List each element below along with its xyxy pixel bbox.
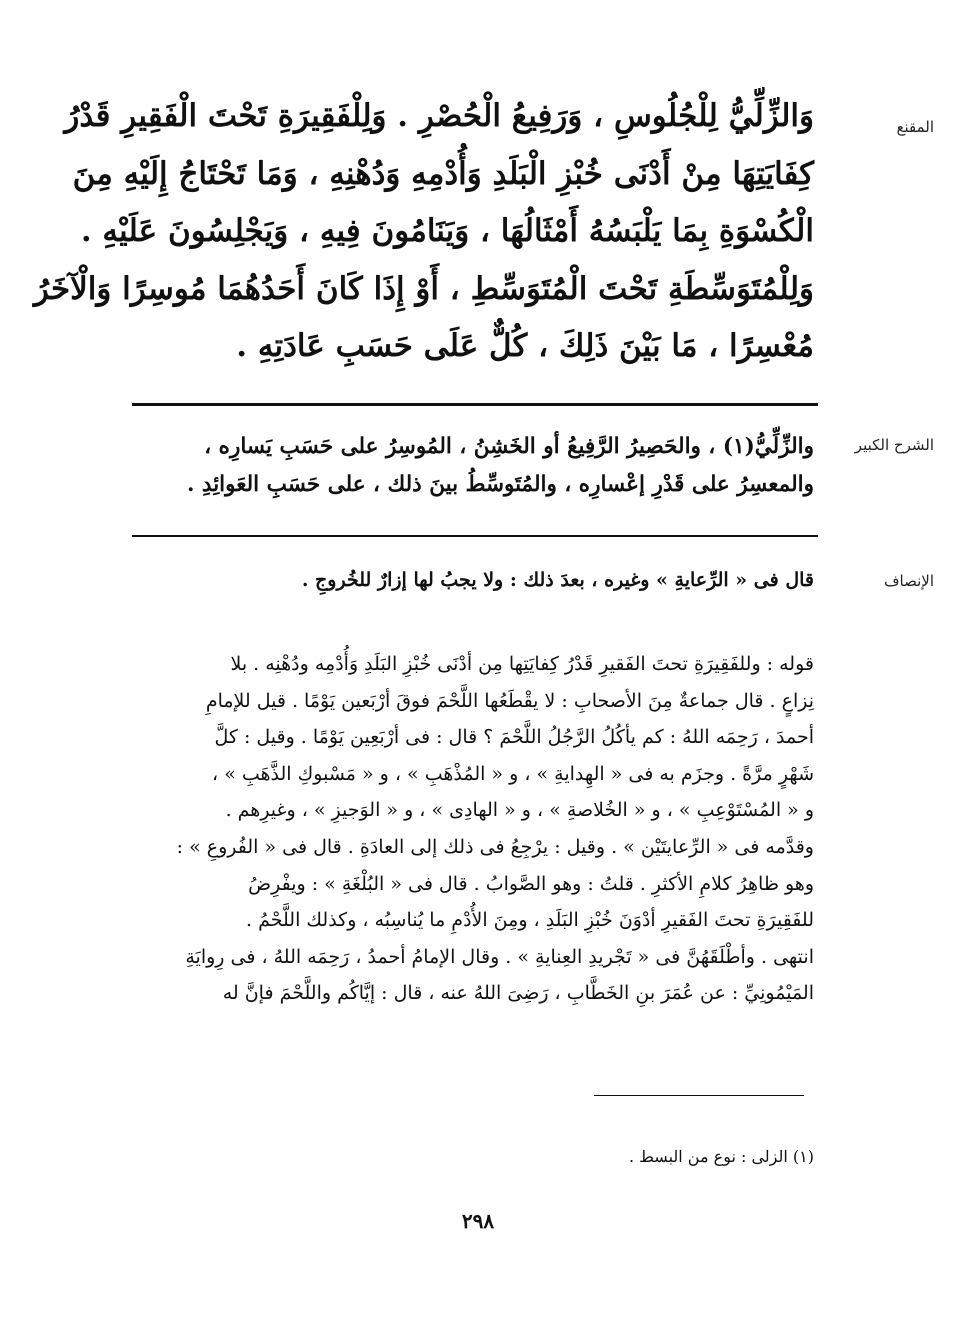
body-line: نِزاعٍ . قال جماعةٌ مِنَ الأصحابِ : لا يقْطَعُها اللَّحْمَ فوقَ أرْبَعين يَوْمًا . قيل للإمامِ — [205, 689, 814, 712]
muqni-line: الْكُسْوَةِ بِمَا يَلْبَسُهُ أَمْثَالُهَا ، وَيَنَامُونَ فِيهِ ، وَيَجْلِسُونَ عَلَيْهِ . — [80, 213, 814, 249]
muqni-line: وَالزِّلِّيُّ لِلْجُلُوسِ ، وَرَفِيعُ الْحُصْرِ . وَلِلْفَقِيرَةِ تَحْتَ الْفَقِيرِ قَدْرُ — [64, 98, 814, 134]
body-line: وهو ظاهِرُ كلامِ الأكثرِ . قلتُ : وهو الصَّوابُ . قال فى « البُلْغَةِ » : ويفْرِضُ — [248, 872, 814, 895]
body-line: المَيْمُونِيِّ : عن عُمَرَ بنِ الخَطَّابِ ، رَضِىَ اللهُ عنه ، قال : إيَّاكُم واللَّحْمَ فإنَّ له — [222, 982, 814, 1005]
insaf-text — [126, 562, 814, 598]
section-divider — [132, 403, 818, 406]
body-line: و « المُسْتَوْعِبِ » ، و « الخُلاصةِ » ، و « الهادِى » ، و « الوَجيزِ » ، وغيرِهم . — [225, 799, 814, 822]
insaf-line: قال فى « الرِّعايةِ » وغيره ، بعدَ ذلك : ولا يجبُ لها إزارٌ للخُروجِ . — [301, 569, 814, 591]
body-line: انتهى . وأطْلَقَهُنَّ فى « تَجْريدِ العِنايةِ » . وقال الإمامُ أحمدُ ، رَحِمَه اللهُ ، فى رِوايَةِ — [185, 945, 814, 968]
body-line: للفَقِيرَةِ تحتَ الفَقيرِ أدْوَنَ خُبْزِ البَلَدِ ، ومِنَ الأُدْمِ ما يُناسِبُه ، وكذلك اللَّحْمُ . — [246, 909, 814, 932]
muqni-text — [33, 88, 814, 376]
footnote-divider — [594, 1095, 804, 1096]
insaf-body — [126, 646, 814, 1012]
footnote: (١) الزلى : نوع من البسط . — [628, 1147, 814, 1166]
muqni-line: مُعْسِرًا ، مَا بَيْنَ ذَلِكَ ، كُلٌّ عَلَى حَسَبِ عَادَتِهِ . — [236, 328, 814, 364]
section-divider — [132, 535, 818, 537]
page-number: ٢٩٨ — [461, 1209, 495, 1233]
sharh-line: والمعسِرُ على قَدْرِ إعْسارِه ، والمُتَوسِّطُ بينَ ذلك ، على حَسَبِ العَوائِدِ . — [186, 472, 814, 497]
sharh-line: والزِّلِّيُّ(١) ، والحَصِيرُ الرَّفِيعُ أو الخَشِنُ ، المُوسِرُ على حَسَبِ يَسارِه ، — [204, 434, 814, 459]
body-line: وقدَّمه فى « الرِّعايتَيْن » . وقيل : يرْجِعُ فى ذلك إلى العادَةِ . قال فى « الفُروعِ » : — [176, 835, 814, 858]
muqni-line: كِفَايَتِهَا مِنْ أَدْنَى خُبْزِ الْبَلَدِ وَأُدْمِهِ وَدُهْنِهِ ، وَمَا تَحْتَاجُ إِلَيْهِ مِنَ — [72, 155, 814, 192]
section-label-insaf: الإنصاف — [883, 572, 934, 590]
section-label-sharh: الشرح الكبير — [854, 436, 934, 454]
sharh-text — [126, 428, 814, 504]
body-line: قوله : وللفَقِيرَةِ تحتَ الفَقيرِ قَدْرُ كِفايَتِها مِن أدْنَى خُبْزِ البَلَدِ وَأُدْمِه ودُهْنِه . بلا — [230, 653, 814, 675]
body-line: أحمدَ ، رَحِمَه اللهُ : كم يأكُلُ الرَّجُلُ اللَّحْمَ ؟ قال : فى أرْبَعِين يَوْمًا . وقيل : كلَّ — [214, 726, 814, 749]
section-label-muqni: المقنع — [896, 118, 934, 136]
body-line: شَهْرٍ مرَّةً . وجزَم به فى « الهِدايةِ » ، و « المُذْهَبِ » ، و « مَسْبوكِ الذَّهَبِ » ، — [212, 762, 814, 785]
muqni-line: وَلِلْمُتَوَسِّطَةِ تَحْتَ الْمُتَوَسِّطِ ، أَوْ إِذَا كَانَ أَحَدُهُمَا مُوسِرًا وَالْآخَرُ — [33, 270, 814, 307]
